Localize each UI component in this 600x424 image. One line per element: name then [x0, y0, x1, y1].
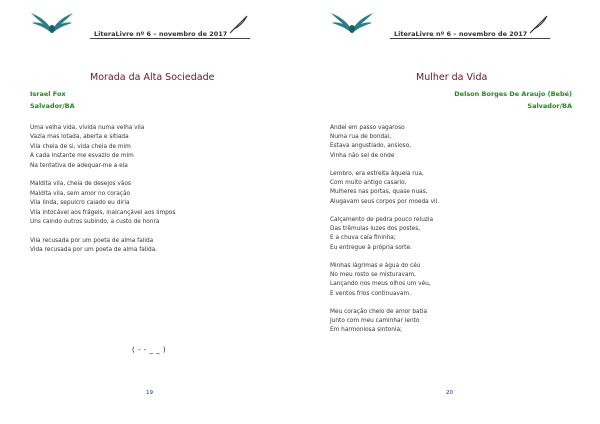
stanza	[30, 180, 175, 227]
poem-title: Mulher da Vida	[416, 72, 488, 83]
stanza	[330, 124, 439, 161]
right-page	[300, 0, 600, 424]
verse-line: Na tentativa de adequar-me a ela	[30, 162, 128, 169]
poem-author: Israel Fox	[30, 90, 66, 98]
verse-line: No meu rosto se misturavam,	[330, 272, 417, 279]
running-header: LiteraLivre nº 6 – novembro de 2017	[94, 30, 228, 38]
verse-line: Eu entregue à própria sorte.	[330, 244, 412, 251]
quill-pen-icon	[528, 14, 550, 34]
verse-line: Vila recusada por um poeta de alma falida	[30, 237, 154, 244]
running-header: LiteraLivre nº 6 – novembro de 2017	[394, 30, 528, 38]
verse-line: Estava angustiado, ansioso,	[330, 143, 412, 150]
poem-body	[330, 124, 439, 336]
poem-location: Salvador/BA	[527, 102, 572, 110]
bird-logo-icon	[30, 10, 74, 34]
verse-line: Mulheres nas portas, quase nuas,	[330, 189, 428, 196]
page-number: 19	[146, 390, 153, 396]
verse-line: Lançando nos meus olhos um véu,	[330, 281, 431, 288]
verse-line: A cada instante me esvazio de mim	[30, 153, 134, 160]
verse-line: Calçamento de pedra pouco reluzia	[330, 217, 434, 223]
verse-line: Uns caindo outros subindo, a custo de honra	[30, 219, 160, 226]
verse-line: E ventos frios continuavam.	[330, 290, 411, 297]
verse-line: Vila linda, sepulcro caiado eu diria	[30, 200, 130, 207]
verse-line: Vila intocável aos frágeis, inalcançável aos limpos	[30, 209, 176, 216]
header-rule	[390, 38, 550, 39]
poem-title: Morada da Alta Sociedade	[90, 72, 215, 83]
verse-line: Vila cheia de si, vida cheia de mim	[30, 143, 131, 150]
verse-line: E a chuva caía fininha;	[330, 235, 396, 242]
stanza	[330, 170, 439, 207]
verse-line: Das trêmulas luzes dos postes,	[330, 226, 421, 233]
stanza	[330, 308, 439, 336]
header-rule	[90, 38, 250, 39]
verse-line: Vida recusada por um poeta de alma falida.	[30, 247, 158, 254]
stanza	[330, 216, 439, 253]
verse-line: Maldita vila, cheia de desejos vãos	[30, 181, 131, 188]
stanza	[30, 237, 175, 256]
verse-line: Meu coração cheio de amor batia	[330, 309, 428, 315]
quill-pen-icon	[228, 14, 250, 34]
verse-line: Maldita vila, sem amor no coração	[30, 190, 131, 197]
verse-line: Uma velha vida, vivida numa velha vila	[30, 125, 145, 131]
verse-line: Lembro, era estreita àquela rua,	[330, 171, 424, 177]
poem-author: Delson Borges De Araujo (Bebé)	[454, 90, 572, 98]
poem-body	[30, 124, 175, 265]
bird-logo-icon	[330, 10, 374, 34]
poem-location: Salvador/BA	[30, 102, 75, 110]
verse-line: Com muito antigo casario,	[330, 180, 407, 187]
verse-line: Alugavam seus corpos por moeda vil.	[330, 198, 440, 205]
verse-line: Minhas lágrimas e água do céu	[330, 263, 421, 269]
stanza	[30, 124, 175, 171]
ornament: ( - - _ _ )	[132, 346, 167, 354]
verse-line: Vazia mas lotada, aberta e sitiada	[30, 134, 129, 141]
page-number: 20	[446, 390, 453, 396]
verse-line: Numa rua de bondai,	[330, 134, 392, 141]
verse-line: Junto com meu caminhar lento	[330, 318, 420, 325]
verse-line: Vinha não sei de onde	[330, 152, 395, 159]
verse-line: Andei em passo vagaroso	[330, 125, 405, 131]
verse-line: Em harmoniosa sintonia;	[330, 327, 403, 334]
stanza	[330, 262, 439, 299]
